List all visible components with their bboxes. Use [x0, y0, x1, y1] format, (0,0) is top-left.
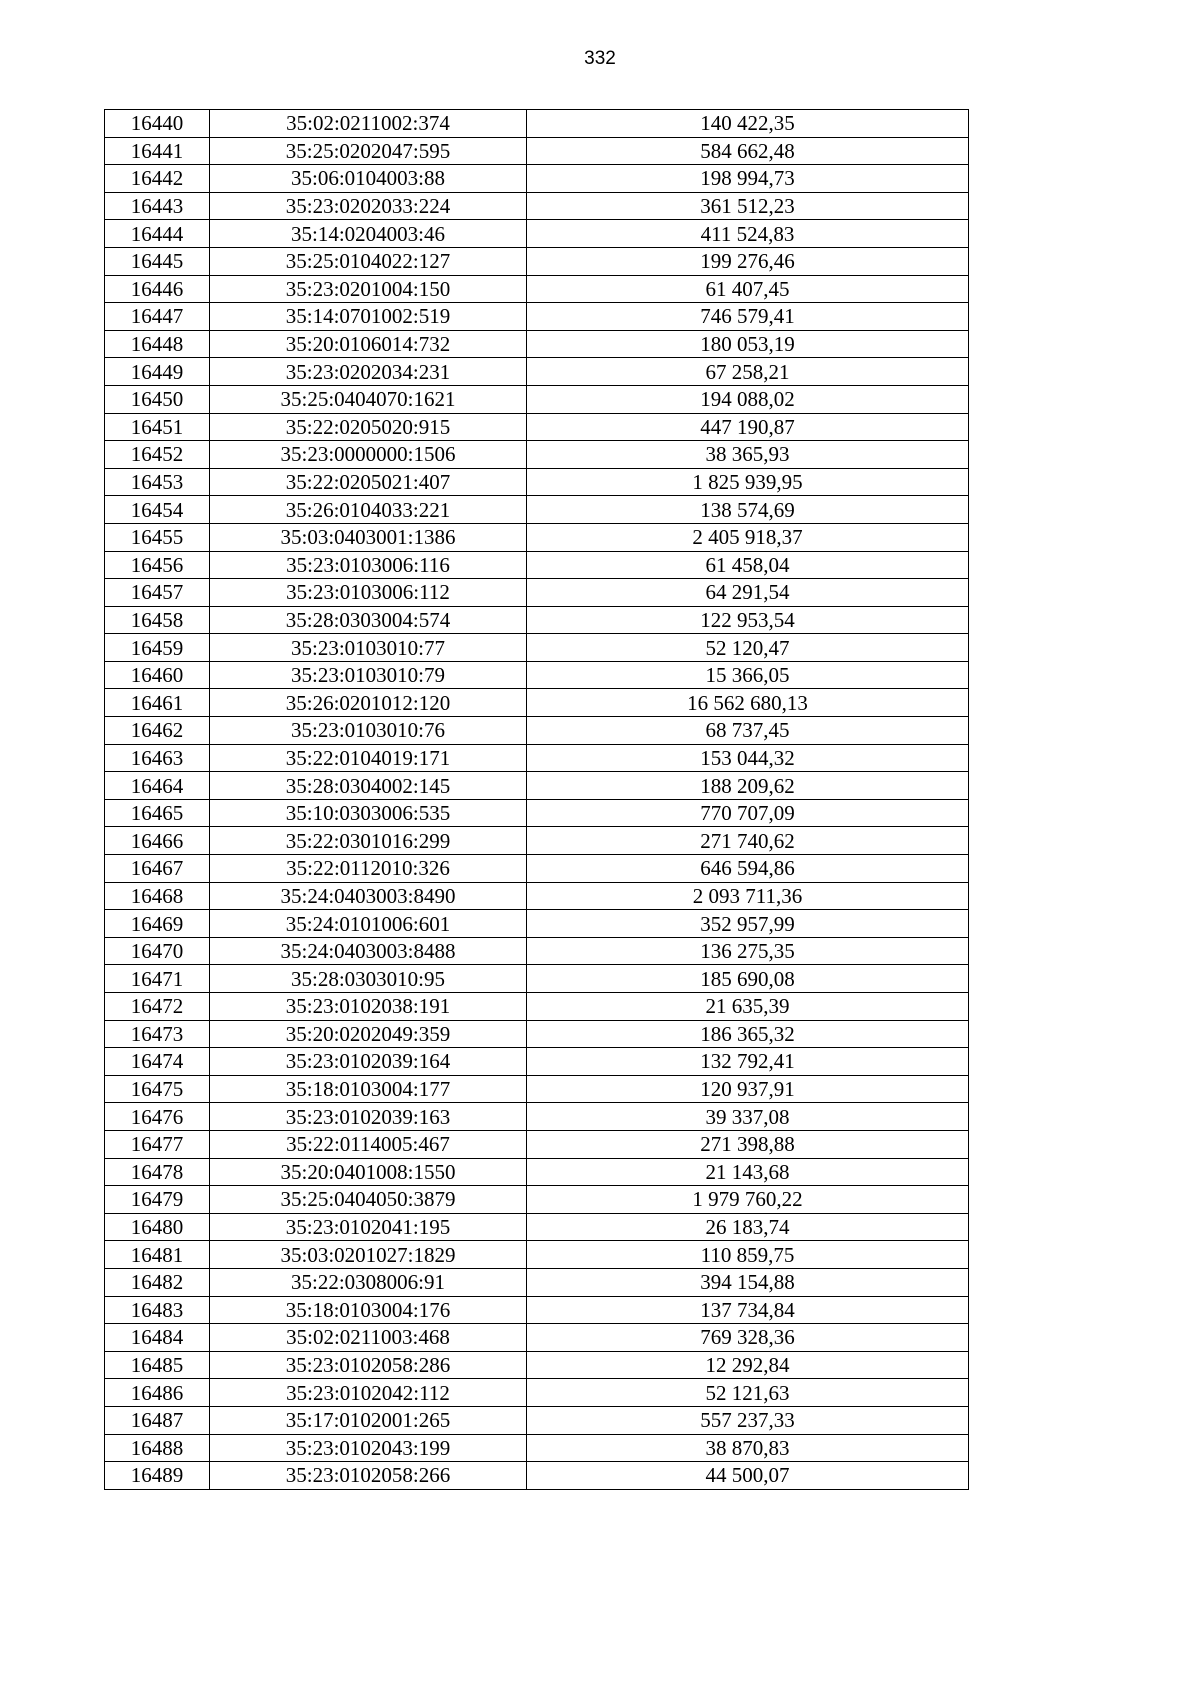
cadastral-number-cell: 35:23:0103006:112 [210, 579, 527, 607]
cadastral-value-cell: 26 183,74 [527, 1213, 969, 1241]
cadastral-number-cell: 35:22:0205020:915 [210, 413, 527, 441]
table-row [105, 1048, 969, 1076]
row-number-cell: 16454 [105, 496, 210, 524]
cadastral-number-cell: 35:14:0701002:519 [210, 303, 527, 331]
cadastral-value-cell: 394 154,88 [527, 1268, 969, 1296]
cadastral-number-cell: 35:22:0114005:467 [210, 1130, 527, 1158]
cadastral-number-cell: 35:23:0201004:150 [210, 275, 527, 303]
cadastral-number-cell: 35:03:0201027:1829 [210, 1241, 527, 1269]
cadastral-number-cell: 35:14:0204003:46 [210, 220, 527, 248]
cadastral-value-cell: 199 276,46 [527, 247, 969, 275]
cadastral-value-cell: 64 291,54 [527, 579, 969, 607]
table-row [105, 827, 969, 855]
cadastral-number-cell: 35:20:0106014:732 [210, 330, 527, 358]
row-number-cell: 16460 [105, 661, 210, 689]
table-row [105, 551, 969, 579]
table-row [105, 137, 969, 165]
table-row [105, 1324, 969, 1352]
cadastral-number-cell: 35:23:0102058:286 [210, 1351, 527, 1379]
table-row [105, 1462, 969, 1490]
cadastral-number-cell: 35:20:0202049:359 [210, 1020, 527, 1048]
table-row [105, 192, 969, 220]
cadastral-number-cell: 35:23:0102039:164 [210, 1048, 527, 1076]
table-row [105, 993, 969, 1021]
cadastral-value-cell: 52 121,63 [527, 1379, 969, 1407]
table-row [105, 1186, 969, 1214]
table-row [105, 1213, 969, 1241]
cadastral-value-cell: 136 275,35 [527, 937, 969, 965]
cadastral-number-cell: 35:23:0103010:76 [210, 717, 527, 745]
cadastral-value-cell: 186 365,32 [527, 1020, 969, 1048]
row-number-cell: 16473 [105, 1020, 210, 1048]
row-number-cell: 16450 [105, 385, 210, 413]
row-number-cell: 16486 [105, 1379, 210, 1407]
cadastral-number-cell: 35:28:0303010:95 [210, 965, 527, 993]
cadastral-value-cell: 1 979 760,22 [527, 1186, 969, 1214]
row-number-cell: 16455 [105, 523, 210, 551]
row-number-cell: 16466 [105, 827, 210, 855]
row-number-cell: 16457 [105, 579, 210, 607]
row-number-cell: 16478 [105, 1158, 210, 1186]
table-row [105, 689, 969, 717]
table-row [105, 358, 969, 386]
table-row [105, 468, 969, 496]
table-row [105, 1241, 969, 1269]
cadastral-value-cell: 122 953,54 [527, 606, 969, 634]
table-row [105, 303, 969, 331]
row-number-cell: 16476 [105, 1103, 210, 1131]
row-number-cell: 16488 [105, 1434, 210, 1462]
cadastral-value-cell: 110 859,75 [527, 1241, 969, 1269]
cadastral-value-cell: 132 792,41 [527, 1048, 969, 1076]
cadastral-number-cell: 35:22:0308006:91 [210, 1268, 527, 1296]
cadastral-number-cell: 35:23:0103006:116 [210, 551, 527, 579]
cadastral-value-cell: 1 825 939,95 [527, 468, 969, 496]
table-row [105, 661, 969, 689]
table-row [105, 799, 969, 827]
cadastral-number-cell: 35:23:0202033:224 [210, 192, 527, 220]
table-row [105, 1296, 969, 1324]
cadastral-number-cell: 35:22:0104019:171 [210, 744, 527, 772]
row-number-cell: 16456 [105, 551, 210, 579]
cadastral-value-cell: 12 292,84 [527, 1351, 969, 1379]
row-number-cell: 16485 [105, 1351, 210, 1379]
cadastral-number-cell: 35:28:0303004:574 [210, 606, 527, 634]
table-row [105, 1075, 969, 1103]
row-number-cell: 16459 [105, 634, 210, 662]
row-number-cell: 16465 [105, 799, 210, 827]
cadastral-value-table [104, 109, 969, 1490]
cadastral-number-cell: 35:22:0205021:407 [210, 468, 527, 496]
cadastral-value-cell: 61 407,45 [527, 275, 969, 303]
row-number-cell: 16481 [105, 1241, 210, 1269]
cadastral-value-cell: 68 737,45 [527, 717, 969, 745]
table-row [105, 220, 969, 248]
row-number-cell: 16445 [105, 247, 210, 275]
table-row [105, 910, 969, 938]
row-number-cell: 16480 [105, 1213, 210, 1241]
table-row [105, 1268, 969, 1296]
cadastral-value-cell: 584 662,48 [527, 137, 969, 165]
row-number-cell: 16489 [105, 1462, 210, 1490]
cadastral-value-cell: 746 579,41 [527, 303, 969, 331]
table-row [105, 441, 969, 469]
row-number-cell: 16470 [105, 937, 210, 965]
table-row [105, 855, 969, 883]
cadastral-number-cell: 35:23:0102043:199 [210, 1434, 527, 1462]
cadastral-value-cell: 138 574,69 [527, 496, 969, 524]
row-number-cell: 16482 [105, 1268, 210, 1296]
cadastral-value-cell: 447 190,87 [527, 413, 969, 441]
row-number-cell: 16469 [105, 910, 210, 938]
table-row [105, 413, 969, 441]
row-number-cell: 16451 [105, 413, 210, 441]
row-number-cell: 16461 [105, 689, 210, 717]
row-number-cell: 16467 [105, 855, 210, 883]
row-number-cell: 16441 [105, 137, 210, 165]
cadastral-number-cell: 35:26:0104033:221 [210, 496, 527, 524]
cadastral-value-cell: 15 366,05 [527, 661, 969, 689]
cadastral-value-cell: 52 120,47 [527, 634, 969, 662]
row-number-cell: 16474 [105, 1048, 210, 1076]
cadastral-number-cell: 35:02:0211002:374 [210, 110, 527, 138]
cadastral-value-cell: 769 328,36 [527, 1324, 969, 1352]
table-row [105, 744, 969, 772]
cadastral-value-cell: 140 422,35 [527, 110, 969, 138]
table-row [105, 1434, 969, 1462]
table-row [105, 937, 969, 965]
row-number-cell: 16442 [105, 165, 210, 193]
cadastral-value-cell: 271 740,62 [527, 827, 969, 855]
cadastral-value-cell: 67 258,21 [527, 358, 969, 386]
cadastral-value-cell: 39 337,08 [527, 1103, 969, 1131]
cadastral-value-cell: 2 405 918,37 [527, 523, 969, 551]
row-number-cell: 16483 [105, 1296, 210, 1324]
table-row [105, 1130, 969, 1158]
table-row [105, 1379, 969, 1407]
cadastral-number-cell: 35:24:0403003:8488 [210, 937, 527, 965]
cadastral-number-cell: 35:23:0102041:195 [210, 1213, 527, 1241]
cadastral-value-cell: 361 512,23 [527, 192, 969, 220]
row-number-cell: 16444 [105, 220, 210, 248]
cadastral-number-cell: 35:20:0401008:1550 [210, 1158, 527, 1186]
cadastral-value-cell: 646 594,86 [527, 855, 969, 883]
row-number-cell: 16484 [105, 1324, 210, 1352]
row-number-cell: 16446 [105, 275, 210, 303]
cadastral-value-cell: 38 870,83 [527, 1434, 969, 1462]
cadastral-number-cell: 35:18:0103004:177 [210, 1075, 527, 1103]
cadastral-number-cell: 35:24:0101006:601 [210, 910, 527, 938]
cadastral-value-cell: 44 500,07 [527, 1462, 969, 1490]
row-number-cell: 16453 [105, 468, 210, 496]
cadastral-value-cell: 194 088,02 [527, 385, 969, 413]
page-number: 332 [584, 48, 616, 69]
cadastral-value-cell: 38 365,93 [527, 441, 969, 469]
cadastral-value-cell: 120 937,91 [527, 1075, 969, 1103]
cadastral-number-cell: 35:25:0404050:3879 [210, 1186, 527, 1214]
row-number-cell: 16443 [105, 192, 210, 220]
row-number-cell: 16477 [105, 1130, 210, 1158]
table-row [105, 496, 969, 524]
cadastral-value-cell: 770 707,09 [527, 799, 969, 827]
cadastral-value-cell: 21 143,68 [527, 1158, 969, 1186]
table-row [105, 606, 969, 634]
cadastral-value-cell: 185 690,08 [527, 965, 969, 993]
table-row [105, 965, 969, 993]
cadastral-value-cell: 61 458,04 [527, 551, 969, 579]
cadastral-number-cell: 35:06:0104003:88 [210, 165, 527, 193]
cadastral-number-cell: 35:28:0304002:145 [210, 772, 527, 800]
table-row [105, 1103, 969, 1131]
row-number-cell: 16458 [105, 606, 210, 634]
cadastral-value-cell: 137 734,84 [527, 1296, 969, 1324]
cadastral-number-cell: 35:23:0000000:1506 [210, 441, 527, 469]
cadastral-number-cell: 35:03:0403001:1386 [210, 523, 527, 551]
cadastral-number-cell: 35:25:0202047:595 [210, 137, 527, 165]
cadastral-number-cell: 35:24:0403003:8490 [210, 882, 527, 910]
cadastral-number-cell: 35:10:0303006:535 [210, 799, 527, 827]
row-number-cell: 16472 [105, 993, 210, 1021]
cadastral-value-cell: 352 957,99 [527, 910, 969, 938]
cadastral-value-cell: 180 053,19 [527, 330, 969, 358]
cadastral-value-cell: 557 237,33 [527, 1406, 969, 1434]
cadastral-value-cell: 188 209,62 [527, 772, 969, 800]
table-row [105, 1158, 969, 1186]
cadastral-number-cell: 35:25:0104022:127 [210, 247, 527, 275]
row-number-cell: 16471 [105, 965, 210, 993]
row-number-cell: 16475 [105, 1075, 210, 1103]
table-row [105, 110, 969, 138]
table-row [105, 1020, 969, 1048]
cadastral-number-cell: 35:26:0201012:120 [210, 689, 527, 717]
cadastral-number-cell: 35:23:0102038:191 [210, 993, 527, 1021]
row-number-cell: 16440 [105, 110, 210, 138]
row-number-cell: 16462 [105, 717, 210, 745]
cadastral-number-cell: 35:22:0112010:326 [210, 855, 527, 883]
cadastral-number-cell: 35:02:0211003:468 [210, 1324, 527, 1352]
table-row [105, 579, 969, 607]
cadastral-value-cell: 153 044,32 [527, 744, 969, 772]
table-row [105, 330, 969, 358]
table-row [105, 882, 969, 910]
cadastral-value-cell: 2 093 711,36 [527, 882, 969, 910]
cadastral-value-cell: 411 524,83 [527, 220, 969, 248]
cadastral-number-cell: 35:17:0102001:265 [210, 1406, 527, 1434]
table-row [105, 1351, 969, 1379]
row-number-cell: 16449 [105, 358, 210, 386]
cadastral-value-cell: 271 398,88 [527, 1130, 969, 1158]
table-row [105, 385, 969, 413]
cadastral-number-cell: 35:23:0102058:266 [210, 1462, 527, 1490]
cadastral-number-cell: 35:23:0202034:231 [210, 358, 527, 386]
table-row [105, 165, 969, 193]
table-row [105, 772, 969, 800]
table-row [105, 717, 969, 745]
table-body [105, 110, 969, 1490]
cadastral-number-cell: 35:23:0102042:112 [210, 1379, 527, 1407]
row-number-cell: 16447 [105, 303, 210, 331]
cadastral-value-cell: 198 994,73 [527, 165, 969, 193]
table-row [105, 634, 969, 662]
cadastral-number-cell: 35:23:0103010:77 [210, 634, 527, 662]
cadastral-value-cell: 21 635,39 [527, 993, 969, 1021]
cadastral-number-cell: 35:25:0404070:1621 [210, 385, 527, 413]
cadastral-number-cell: 35:18:0103004:176 [210, 1296, 527, 1324]
table-row [105, 247, 969, 275]
cadastral-number-cell: 35:22:0301016:299 [210, 827, 527, 855]
row-number-cell: 16452 [105, 441, 210, 469]
cadastral-value-cell: 16 562 680,13 [527, 689, 969, 717]
row-number-cell: 16487 [105, 1406, 210, 1434]
cadastral-number-cell: 35:23:0102039:163 [210, 1103, 527, 1131]
cadastral-number-cell: 35:23:0103010:79 [210, 661, 527, 689]
table-row [105, 1406, 969, 1434]
row-number-cell: 16468 [105, 882, 210, 910]
table-row [105, 523, 969, 551]
table-row [105, 275, 969, 303]
row-number-cell: 16448 [105, 330, 210, 358]
row-number-cell: 16479 [105, 1186, 210, 1214]
row-number-cell: 16464 [105, 772, 210, 800]
row-number-cell: 16463 [105, 744, 210, 772]
